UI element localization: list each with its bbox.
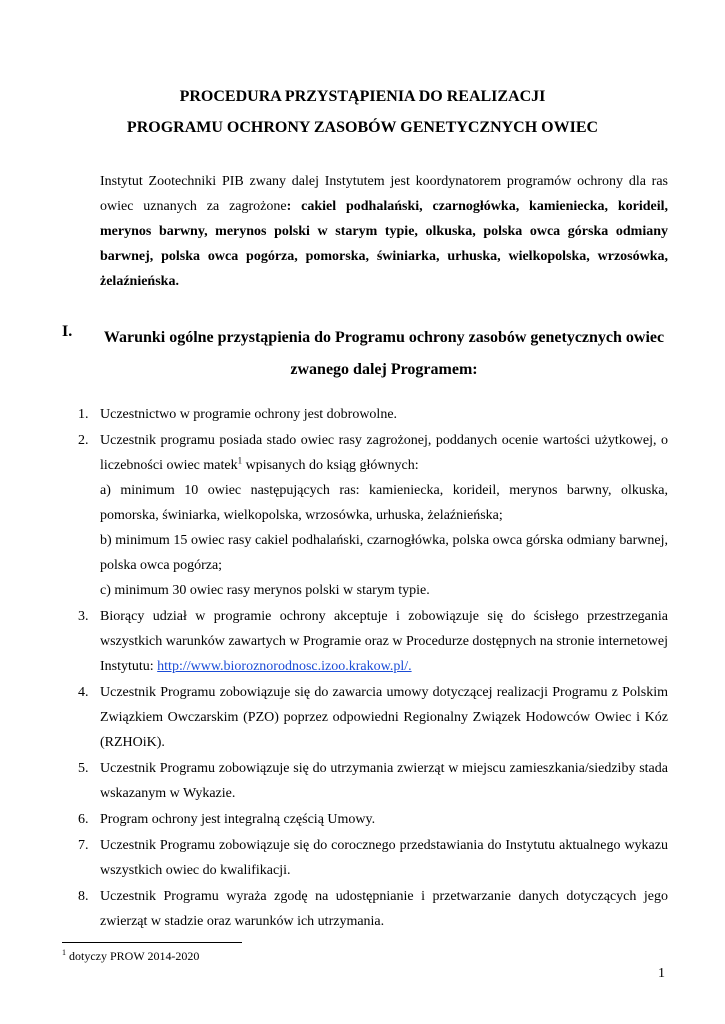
section-title: Warunki ogólne przystąpienia do Programu ochrony zasobów genetycznych owiec zwanego dalej Programem: (103, 329, 665, 378)
footnote-text: dotyczy PROW 2014-2020 (66, 949, 200, 963)
list-item-text (100, 604, 668, 679)
list-item (0, 428, 668, 603)
intro-plain-text: Instytut Zootechniki PIB zwany dalej Instytutem jest koordynatorem programów ochrony dla ras owiec uznanych za zagrożone (100, 174, 668, 214)
page-number: 1 (658, 966, 665, 981)
list-item-text-part: Biorący udział w programie ochrony akceptuje i zobowiązuje się do ścisłego przestrzegania wszystkich warunków zawartych w Programie oraz w Procedurze dostępnych na stronie internetowej Instytutu: (100, 609, 668, 674)
sub-item-c: c) minimum 30 owiec rasy merynos polski w starym typie. (100, 583, 430, 598)
sub-item-a: a) minimum 10 owiec następujących ras: kamieniecka, korideil, merynos barwny, olkuska, pomorska, świniarka, wielkopolska, wrzosówka, urhuska, żelaźnieńska; (100, 483, 668, 523)
footnote-marker: 1 (62, 948, 66, 957)
section-number: I. (62, 323, 73, 340)
list-item-text-part: wpisanych do ksiąg głównych: (242, 458, 419, 473)
footnote (62, 948, 199, 964)
list-item-text: Uczestnik Programu wyraża zgodę na udostępnianie i przetwarzanie danych dotyczących jego zwierząt w stadzie oraz warunków ich utrzymania. (100, 889, 668, 929)
list-item-number: 1. (78, 407, 89, 422)
list-item (0, 807, 668, 832)
list-item-number: 8. (78, 889, 89, 904)
document-title-line-2: PROGRAMU OCHRONY ZASOBÓW GENETYCZNYCH OWIEC (126, 119, 599, 136)
list-item-number: 5. (78, 761, 89, 776)
sub-item-b: b) minimum 15 owiec rasy cakiel podhalański, czarnogłówka, polska owca górska odmiany barwnej, polska owca pogórza; (100, 533, 668, 573)
document-title-line-1: PROCEDURA PRZYSTĄPIENIA DO REALIZACJI (179, 88, 546, 105)
intro-paragraph (100, 169, 668, 294)
website-link[interactable]: http://www.bioroznorodnosc.izoo.krakow.pl/. (157, 659, 412, 674)
list-item (0, 756, 668, 806)
list-item-text: Uczestnictwo w programie ochrony jest dobrowolne. (100, 407, 398, 422)
list-item-text-part: Uczestnik programu posiada stado owiec rasy zagrożonej, poddanych ocenie wartości użytkowej, o liczebności owiec matek (100, 433, 668, 473)
list-item-number: 7. (78, 838, 89, 853)
intro-breed-list: : cakiel podhalański, czarnogłówka, kamieniecka, korideil, merynos barwny, merynos polski w starym typie, olkuska, polska owca górska odmiany barwnej, polska owca pogórza, pomorska, świniarka, urhuska, wielkopolska, wrzosówka, żelaźnieńska. (100, 199, 669, 289)
list-item (0, 884, 668, 934)
list-item-text: Uczestnik Programu zobowiązuje się do corocznego przedstawiania do Instytutu aktualnego wykazu wszystkich owiec do kwalifikacji. (100, 838, 668, 878)
footnote-reference: 1 (237, 455, 243, 466)
list-item (0, 833, 668, 883)
list-item (0, 402, 668, 427)
list-item-text: Uczestnik Programu zobowiązuje się do utrzymania zwierząt w miejscu zamieszkania/siedziby stada wskazanym w Wykazie. (100, 761, 668, 801)
list-item-text (100, 428, 668, 478)
conditions-list (0, 402, 725, 934)
list-item-number: 4. (78, 685, 89, 700)
list-item-text: Program ochrony jest integralną częścią Umowy. (100, 812, 376, 827)
list-item (0, 680, 668, 755)
list-item-number: 2. (78, 433, 89, 448)
footnote-divider (62, 942, 242, 943)
list-item-text: Uczestnik Programu zobowiązuje się do zawarcia umowy dotyczącej realizacji Programu z Polskim Związkiem Owczarskim (PZO) poprzez odpowiedni Regionalny Związek Hodowców Owiec i Kóz (RZHOiK). (100, 685, 668, 750)
list-item-number: 3. (78, 609, 89, 624)
list-item-number: 6. (78, 812, 89, 827)
list-item (0, 604, 668, 679)
